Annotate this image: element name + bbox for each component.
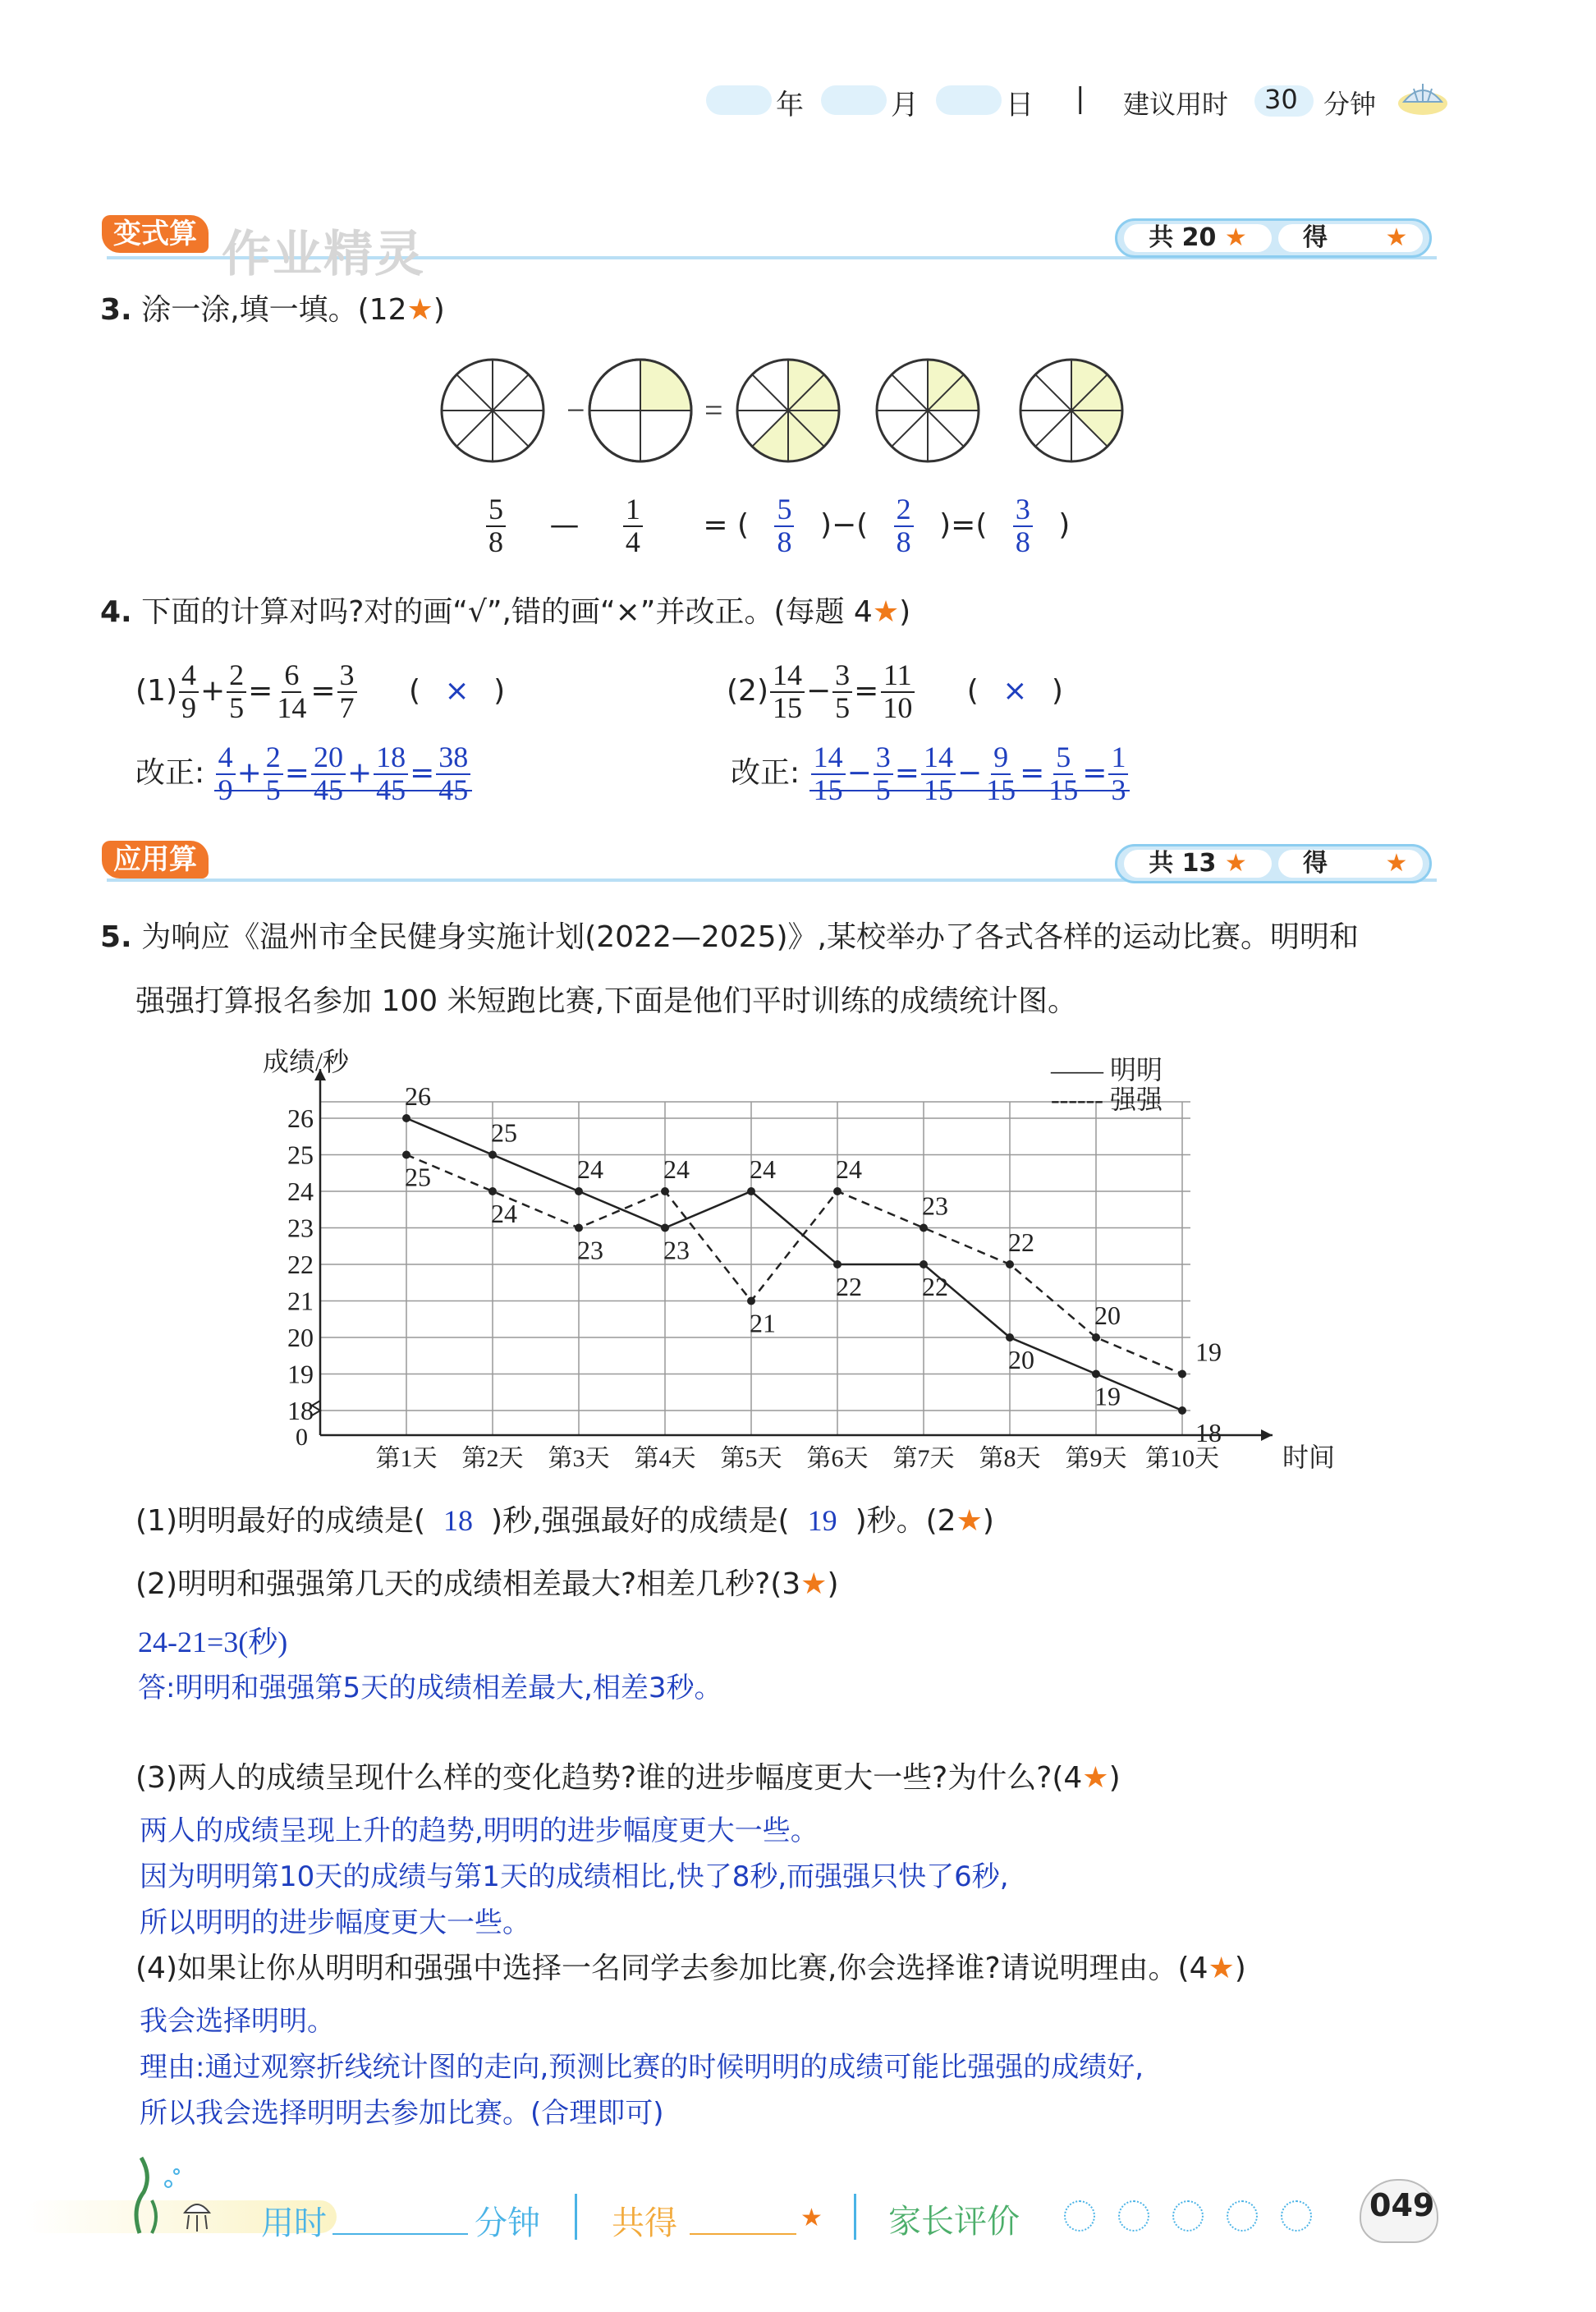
y-tick-label: 19 bbox=[287, 1359, 314, 1389]
data-point-明明 bbox=[488, 1151, 497, 1159]
legend-entry-强强: ------ 强强 bbox=[1051, 1085, 1163, 1114]
data-point-强强 bbox=[1178, 1370, 1186, 1378]
data-point-明明 bbox=[1006, 1333, 1014, 1342]
data-label-强强: 24 bbox=[491, 1199, 517, 1228]
y-tick-label: 26 bbox=[287, 1103, 314, 1133]
score-box-2: 共 13 ★ 得 ★ bbox=[1115, 844, 1432, 883]
data-point-强强 bbox=[747, 1297, 755, 1305]
y-tick-label: 21 bbox=[287, 1286, 314, 1316]
data-point-明明 bbox=[1178, 1406, 1186, 1415]
score-box-1 bbox=[1115, 218, 1432, 258]
sub-question-1: (1)明明最好的成绩是( 18 )秒,强强最好的成绩是( 19 )秒。(2★) bbox=[135, 1504, 994, 1538]
data-point-强强 bbox=[920, 1224, 928, 1232]
data-point-强强 bbox=[575, 1224, 583, 1232]
data-label-明明: 26 bbox=[405, 1081, 431, 1111]
x-tick-label: 第5天 bbox=[720, 1445, 782, 1472]
answer-3-line3: 所以明明的进步幅度更大一些。 bbox=[140, 1906, 530, 1939]
star-icon: ★ bbox=[1208, 1952, 1235, 1985]
data-label-明明: 19 bbox=[1094, 1381, 1121, 1411]
y-tick-label: 18 bbox=[287, 1396, 314, 1425]
data-point-明明 bbox=[661, 1224, 669, 1232]
question-4: 4. 下面的计算对吗?对的画“√”,错的画“×”并改正。(每题 4★) bbox=[100, 595, 911, 629]
smiley-icon[interactable] bbox=[1172, 2200, 1204, 2232]
section-tag-variation: 变式算 bbox=[102, 215, 209, 253]
star-icon: ★ bbox=[1224, 849, 1247, 878]
smiley-icon[interactable] bbox=[1281, 2200, 1312, 2232]
x-tick-label: 第6天 bbox=[806, 1445, 869, 1472]
suggest-minutes: 30 bbox=[1264, 84, 1298, 115]
x-tick-label: 第10天 bbox=[1145, 1445, 1219, 1472]
data-label-强强: 23 bbox=[577, 1235, 603, 1265]
circle-five-eighths bbox=[737, 360, 839, 461]
data-point-强强 bbox=[488, 1187, 497, 1195]
x-tick-label: 第7天 bbox=[892, 1445, 955, 1472]
question-text: 下面的计算对吗?对的画“√”,错的画“×”并改正。(每题 4 bbox=[141, 595, 873, 629]
suggest-time-label: 建议用时 bbox=[1123, 89, 1229, 120]
answer-qiangqiang-best: 19 bbox=[807, 1504, 837, 1537]
x-tick-label: 第1天 bbox=[375, 1445, 438, 1472]
answer-mark: × bbox=[1002, 673, 1028, 708]
footer-got-label: 共得 bbox=[612, 2204, 677, 2242]
y-tick-label: 20 bbox=[287, 1323, 314, 1352]
answer-2-calc: 24-21=3(秒) bbox=[138, 1626, 288, 1658]
time-input-line[interactable] bbox=[332, 2233, 468, 2235]
data-point-强强 bbox=[1092, 1333, 1100, 1342]
answer-3-line2: 因为明明第10天的成绩与第1天的成绩相比,快了8秒,而强强只快了6秒, bbox=[140, 1860, 1009, 1893]
smiley-icon[interactable] bbox=[1064, 2200, 1095, 2232]
circle-quarters bbox=[589, 360, 691, 461]
circle-two-eighths bbox=[877, 360, 979, 461]
circle-three-eighths bbox=[1020, 360, 1122, 461]
y-axis-label: 成绩/秒 bbox=[263, 1047, 349, 1076]
q4-part1: (1) $\frac{4}{9}$ + $\frac{2}{5}$ = $\frac{6}{14}$ = $\frac{3}{7}$ ( × ) bbox=[135, 658, 506, 724]
star-icon: ★ bbox=[1224, 223, 1247, 252]
data-label-明明: 25 bbox=[491, 1117, 517, 1148]
watermark: 作业精灵 bbox=[222, 226, 425, 283]
data-point-明明 bbox=[833, 1260, 842, 1268]
data-label-强强: 19 bbox=[1195, 1337, 1222, 1367]
x-tick-label: 第3天 bbox=[548, 1445, 610, 1472]
x-tick-label: 第2天 bbox=[461, 1445, 524, 1472]
answer-4-line2: 理由:通过观察折线统计图的走向,预测比赛的时候明明的成绩可能比强强的成绩好, bbox=[140, 2051, 1144, 2084]
q4-fix1: 改正: $\frac{4}{9}$ + $\frac{2}{5}$ = $\frac{20}{45}$ + $\frac{18}{45}$ = $\frac{38}{45}$ bbox=[135, 742, 472, 806]
question-5 bbox=[100, 920, 1359, 956]
smiley-icon[interactable] bbox=[1118, 2200, 1149, 2232]
data-label-明明: 20 bbox=[1008, 1345, 1034, 1374]
star-icon: ★ bbox=[1082, 1761, 1109, 1795]
section-tag-application: 应用算 bbox=[102, 841, 209, 878]
answer-4-line1: 我会选择明明。 bbox=[140, 2005, 335, 2038]
origin-label: 0 bbox=[296, 1424, 308, 1451]
footer-parent-label: 家长评价 bbox=[888, 2203, 1020, 2241]
close-paren: ) bbox=[433, 293, 445, 327]
question-text-line2: 强强打算报名参加 100 米短跑比赛,下面是他们平时训练的成绩统计图。 bbox=[135, 984, 1078, 1018]
data-point-明明 bbox=[1092, 1370, 1100, 1378]
total-stars: 13 bbox=[1181, 849, 1217, 878]
question-text: 涂一涂,填一填。(12 bbox=[141, 293, 407, 327]
star-icon: ★ bbox=[800, 1567, 828, 1601]
legend-entry-明明: —— 明明 bbox=[1051, 1055, 1163, 1085]
y-tick-label: 23 bbox=[287, 1213, 314, 1243]
data-label-强强: 20 bbox=[1094, 1300, 1121, 1330]
data-label-明明: 23 bbox=[663, 1235, 690, 1265]
data-point-明明 bbox=[575, 1187, 583, 1195]
data-point-明明 bbox=[920, 1260, 928, 1268]
data-point-强强 bbox=[402, 1151, 410, 1159]
answer-2-text: 答:明明和强强第5天的成绩相差最大,相差3秒。 bbox=[138, 1672, 722, 1704]
answer-mingming-best: 18 bbox=[443, 1504, 474, 1537]
circle-eighths-blank bbox=[442, 360, 543, 461]
star-icon: ★ bbox=[1385, 223, 1408, 252]
q3-equation: $\frac{5}{8}$ — $\frac{1}{4}$ = ( $\frac{5}{8}$ )−( $\frac{2}{8}$ )=( $\frac{3}{8}$ ) bbox=[484, 494, 1070, 558]
parent-rating-smileys[interactable] bbox=[1064, 2200, 1335, 2232]
data-label-明明: 24 bbox=[577, 1154, 603, 1184]
day-label: 日 bbox=[1006, 89, 1034, 122]
data-label-强强: 24 bbox=[663, 1154, 690, 1184]
score-input-line[interactable] bbox=[690, 2233, 796, 2235]
star-icon: ★ bbox=[872, 595, 900, 629]
question-number: 5. bbox=[100, 920, 132, 954]
star-icon: ★ bbox=[956, 1504, 983, 1538]
data-point-明明 bbox=[747, 1187, 755, 1195]
data-label-强强: 22 bbox=[1008, 1227, 1034, 1257]
fraction-circles bbox=[435, 349, 1141, 472]
sub-question-2: (2)明明和强强第几天的成绩相差最大?相差几秒?(3★) bbox=[135, 1567, 839, 1601]
x-tick-label: 第9天 bbox=[1065, 1445, 1127, 1472]
data-label-强强: 24 bbox=[836, 1154, 862, 1184]
total-stars: 20 bbox=[1181, 223, 1217, 252]
question-number: 3. bbox=[100, 293, 132, 327]
data-point-强强 bbox=[1006, 1260, 1014, 1268]
data-label-明明: 24 bbox=[750, 1154, 776, 1184]
footer-minute-label: 分钟 bbox=[475, 2204, 540, 2242]
shell-icon bbox=[1396, 77, 1450, 118]
x-tick-label: 第4天 bbox=[634, 1445, 696, 1472]
data-point-强强 bbox=[833, 1187, 842, 1195]
month-label: 月 bbox=[891, 89, 919, 122]
y-tick-label: 24 bbox=[287, 1177, 314, 1206]
data-label-明明: 22 bbox=[922, 1272, 948, 1301]
minute-unit: 分钟 bbox=[1323, 89, 1377, 120]
star-icon: ★ bbox=[1385, 849, 1408, 878]
seaweed-jellyfish-icon bbox=[107, 2151, 230, 2241]
data-point-明明 bbox=[402, 1114, 410, 1122]
data-label-强强: 25 bbox=[405, 1162, 431, 1192]
sub-question-4: (4)如果让你从明明和强强中选择一名同学去参加比赛,你会选择谁?请说明理由。(4★) bbox=[135, 1952, 1246, 1985]
q4-part2: (2) $\frac{14}{15}$ − $\frac{3}{5}$ = $\frac{11}{10}$ ( × ) bbox=[727, 658, 1063, 724]
answer-3-line1: 两人的成绩呈现上升的趋势,明明的进步幅度更大一些。 bbox=[140, 1814, 819, 1847]
answer-mark: × bbox=[444, 673, 470, 708]
data-label-强强: 23 bbox=[922, 1190, 948, 1221]
data-point-强强 bbox=[661, 1187, 669, 1195]
total-prefix: 共 bbox=[1149, 223, 1174, 252]
answer-4-line3: 所以我会选择明明去参加比赛。(合理即可) bbox=[140, 2097, 664, 2130]
y-tick-label: 22 bbox=[287, 1250, 314, 1279]
header-separator: | bbox=[1075, 82, 1085, 115]
footer-time-label: 用时 bbox=[261, 2204, 327, 2242]
x-tick-label: 第8天 bbox=[979, 1445, 1041, 1472]
smiley-icon[interactable] bbox=[1227, 2200, 1258, 2232]
sub-question-3: (3)两人的成绩呈现什么样的变化趋势?谁的进步幅度更大一些?为什么?(4★) bbox=[135, 1761, 1121, 1795]
question-text-line1: 为响应《温州市全民健身实施计划(2022—2025)》,某校举办了各式各样的运动比赛。明明和 bbox=[141, 920, 1359, 954]
q4-fix2: 改正: $\frac{14}{15}$ − $\frac{3}{5}$ = $\frac{14}{15}$ − $\frac{9}{15}$ = $\frac{5}{15}$ = $\frac{1}{3}$ bbox=[731, 742, 1130, 806]
y-tick-label: 25 bbox=[287, 1140, 314, 1170]
x-axis-label: 时间 bbox=[1282, 1443, 1336, 1472]
got-label: 得 bbox=[1303, 223, 1328, 252]
data-label-明明: 18 bbox=[1195, 1418, 1222, 1447]
svg-text:−: − bbox=[566, 392, 585, 429]
question-number: 4. bbox=[100, 595, 132, 629]
question-3 bbox=[100, 292, 445, 328]
data-label-明明: 22 bbox=[836, 1272, 862, 1301]
line-chart bbox=[255, 1043, 1336, 1486]
year-label: 年 bbox=[776, 89, 804, 122]
x-axis-arrow bbox=[1261, 1429, 1273, 1441]
data-label-强强: 21 bbox=[750, 1308, 776, 1338]
star-icon: ★ bbox=[800, 2204, 823, 2232]
star-icon: ★ bbox=[406, 293, 433, 327]
svg-text:=: = bbox=[704, 392, 723, 429]
page-number: 049 bbox=[1369, 2187, 1435, 2223]
